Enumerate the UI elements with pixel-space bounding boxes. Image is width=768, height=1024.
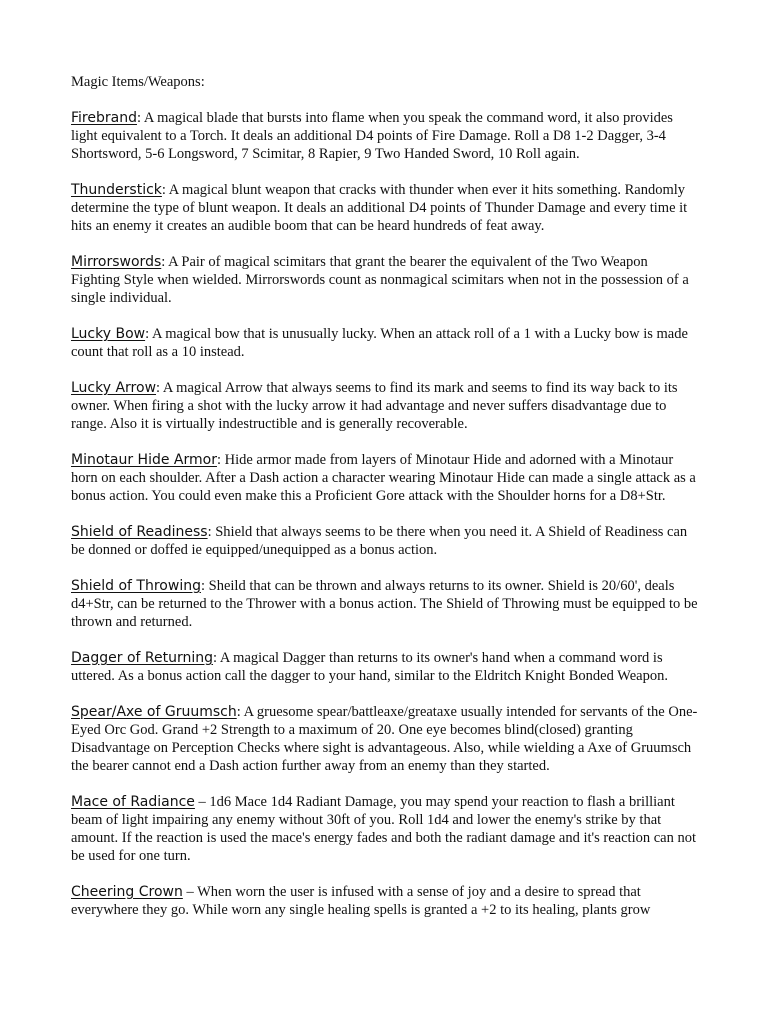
item-name: Shield of Throwing — [71, 578, 201, 594]
document-page — [71, 73, 699, 937]
item-name: Dagger of Returning — [71, 650, 214, 666]
item-entry-shield-of-throwing — [71, 577, 699, 631]
item-name: Lucky Bow — [71, 326, 146, 342]
item-entry-mace-of-radiance — [71, 793, 699, 865]
item-entry-thunderstick — [71, 181, 699, 235]
item-name: Spear/Axe of Gruumsch — [71, 704, 237, 720]
item-name: Mirrorswords — [71, 254, 162, 270]
item-description: : A magical Arrow that always seems to find its mark and seems to find its way back to its owner. When firing a shot with the lucky arrow it had advantage and never suffers disadvantage due to range. Also it is virtually indestructible and is generally recoverable. — [71, 380, 678, 432]
item-name: Cheering Crown — [71, 884, 183, 900]
item-entry-spear-axe-of-gruumsch — [71, 703, 699, 775]
page-heading: Magic Items/Weapons: — [71, 74, 205, 90]
item-name: Lucky Arrow — [71, 380, 157, 396]
item-description: : Shield that always seems to be there when you need it. A Shield of Readiness can be donned or doffed ie equipped/unequipped as a bonus action. — [71, 524, 688, 558]
item-entry-lucky-arrow — [71, 379, 699, 433]
item-name: Shield of Readiness — [71, 524, 208, 540]
item-description: – When worn the user is infused with a sense of joy and a desire to spread that everywhere they go. While worn any single healing spells is granted a +2 to its healing, plants grow — [71, 884, 651, 918]
item-name: Firebrand — [71, 110, 137, 126]
item-description: : Sheild that can be thrown and always returns to its owner. Shield is 20/60', deals d4+Str, can be returned to the Thrower with a bonus action. The Shield of Throwing must be equipped to be thrown and returned. — [71, 578, 698, 630]
item-description: : A magical bow that is unusually lucky. When an attack roll of a 1 with a Lucky bow is made count that roll as a 10 instead. — [71, 326, 688, 360]
item-description: : Hide armor made from layers of Minotaur Hide and adorned with a Minotaur horn on each shoulder. After a Dash action a character wearing Minotaur Hide can made a single attack as a bonus action. You could even make this a Proficient Gore attack with the Shoulder horns for a D8+Str. — [71, 452, 696, 504]
item-entry-lucky-bow — [71, 325, 699, 361]
item-entry-dagger-of-returning — [71, 649, 699, 685]
item-description: – 1d6 Mace 1d4 Radiant Damage, you may spend your reaction to flash a brilliant beam of light impairing any enemy without 30ft of you. Roll 1d4 and lower the enemy's strike by that amount. If the reaction is used the mace's energy fades and both the radiant damage and it's reaction can not be used for one turn. — [71, 794, 697, 864]
item-description: : A Pair of magical scimitars that grant the bearer the equivalent of the Two Weapon Fighting Style when wielded. Mirrorswords count as nonmagical scimitars when not in the possession of a single individual. — [71, 254, 689, 306]
item-entry-firebrand — [71, 109, 699, 163]
item-name: Thunderstick — [71, 182, 162, 198]
item-description: : A magical blade that bursts into flame when you speak the command word, it also provides light equivalent to a Torch. It deals an additional D4 points of Fire Damage. Roll a D8 1-2 Dagger, 3-4 Shortsword, 5-6 Longsword, 7 Scimitar, 8 Rapier, 9 Two Handed Sword, 10 Roll again. — [71, 110, 673, 162]
item-entry-minotaur-hide-armor — [71, 451, 699, 505]
item-description: : A gruesome spear/battleaxe/greataxe usually intended for servants of the One-Eyed Orc God. Grand +2 Strength to a maximum of 20. One eye becomes blind(closed) granting Disadvantage on Perception Checks where sight is advantageous. Also, while wielding a Axe of Gruumsch the bearer cannot end a Dash action further away from an enemy than they started. — [71, 704, 698, 774]
item-description: : A magical blunt weapon that cracks with thunder when ever it hits something. Randomly determine the type of blunt weapon. It deals an additional D4 points of Thunder Damage and every time it hits an enemy it creates an audible boom that can be heard hundreds of feat away. — [71, 182, 688, 234]
item-entry-mirrorswords — [71, 253, 699, 307]
item-entry-cheering-crown — [71, 883, 699, 919]
item-name: Minotaur Hide Armor — [71, 452, 217, 468]
item-name: Mace of Radiance — [71, 794, 195, 810]
item-description: : A magical Dagger than returns to its owner's hand when a command word is uttered. As a bonus action call the dagger to your hand, similar to the Eldritch Knight Bonded Weapon. — [71, 650, 668, 684]
item-entry-shield-of-readiness — [71, 523, 699, 559]
